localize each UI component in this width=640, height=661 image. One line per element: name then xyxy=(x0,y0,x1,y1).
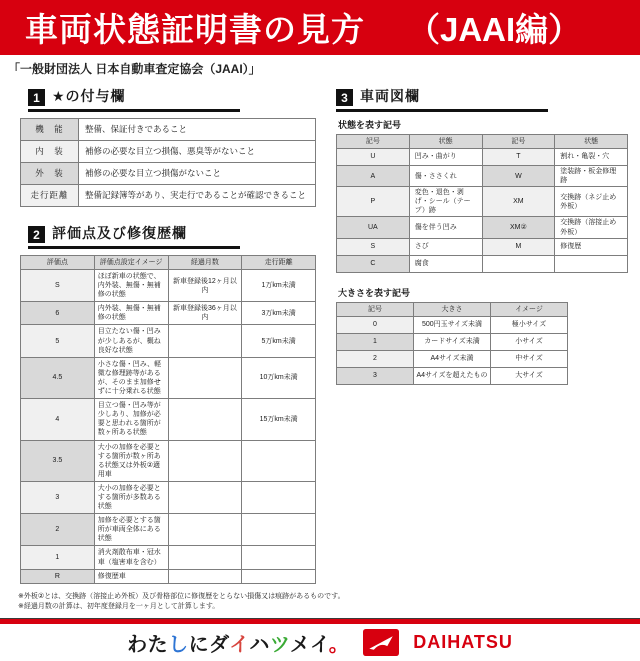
table-cell: XM② xyxy=(482,217,555,238)
column-header: 大きさ xyxy=(414,302,491,316)
table-cell: 1万km未満 xyxy=(242,270,316,302)
table-cell: XM xyxy=(482,187,555,217)
table-cell: 2 xyxy=(21,514,95,546)
slogan-char: わ xyxy=(127,633,148,656)
section-2-title: 評価点及び修復歴欄 xyxy=(52,225,187,241)
table-cell: S xyxy=(337,238,410,255)
table-cell: 凹み・曲がり xyxy=(409,149,482,166)
column-header: 状態 xyxy=(409,135,482,149)
table-cell: 加修を必要とする箇所が車両全体にある状態 xyxy=(94,514,168,546)
table-cell xyxy=(482,255,555,272)
table-cell: T xyxy=(482,149,555,166)
table-row xyxy=(21,569,316,583)
table-cell: 塗装跡・板金修理跡 xyxy=(555,166,628,187)
page-title: 車両状態証明書の見方 xyxy=(25,11,365,48)
table-cell: さび xyxy=(409,238,482,255)
table-cell xyxy=(168,357,242,398)
table-cell: 15万km未満 xyxy=(242,399,316,440)
table-cell: 補修の必要な目立つ損傷、悪臭等がないこと xyxy=(79,141,316,163)
table-cell: 大小の加修を必要とする箇所が数ヶ所ある状態又は外板②適用車 xyxy=(94,440,168,481)
table-cell: 整備、保証付きであること xyxy=(79,119,316,141)
section-1-header xyxy=(28,86,240,112)
table-cell: 目立たない傷・凹みが少しあるが、概ね良好な状態 xyxy=(94,325,168,357)
daihatsu-logo-icon xyxy=(363,629,399,656)
table-cell: 1 xyxy=(337,333,414,350)
column-header: 評価点 xyxy=(21,256,95,270)
table-cell: 小サイズ xyxy=(491,333,568,350)
table-cell xyxy=(168,399,242,440)
table-cell xyxy=(242,569,316,583)
table-cell xyxy=(168,325,242,357)
table-cell: S xyxy=(21,270,95,302)
column-header: 経過月数 xyxy=(168,256,242,270)
table-cell: 内外装、無傷・無補修の状態 xyxy=(94,302,168,325)
table-row xyxy=(337,187,628,217)
table-cell: 4.5 xyxy=(21,357,95,398)
table-row xyxy=(337,238,628,255)
table-cell: 0 xyxy=(337,316,414,333)
slogan-char: に xyxy=(188,633,210,656)
table-row xyxy=(337,333,568,350)
section-2-number-badge: 2 xyxy=(28,226,45,243)
table-row xyxy=(337,166,628,187)
state-symbol-table xyxy=(336,134,628,273)
page-title-suffix: （JAAI編） xyxy=(407,11,582,48)
org-subtitle: 「一般財団法人 日本自動車査定協会（JAAI）」 xyxy=(8,62,261,76)
column-header: 評価点設定イメージ xyxy=(94,256,168,270)
table-row xyxy=(337,217,628,238)
table-cell: 6 xyxy=(21,302,95,325)
table-row xyxy=(21,141,316,163)
footnote-1: ※外板②とは、交換跡（溶接止め外板）及び骨格部位に修復歴をとらない損傷又は痕跡があるものです。 xyxy=(18,592,345,600)
left-column xyxy=(20,80,320,584)
slogan-char: ダ xyxy=(209,633,230,656)
section-3-number-badge: 3 xyxy=(336,89,353,106)
table-cell: 外 装 xyxy=(21,163,79,185)
table-cell xyxy=(242,481,316,513)
column-header: 記号 xyxy=(337,135,410,149)
table-cell: 交換跡（溶接止め外板） xyxy=(555,217,628,238)
table-cell xyxy=(242,440,316,481)
table-cell: 補修の必要な目立つ損傷がないこと xyxy=(79,163,316,185)
table-cell: 500円玉サイズ未満 xyxy=(414,316,491,333)
table-cell: 変色・退色・剥げ・シール（テープ）跡 xyxy=(409,187,482,217)
table-cell: 極小サイズ xyxy=(491,316,568,333)
table-cell: 消火剤散布車・冠水車（塩害車を含む） xyxy=(94,546,168,569)
table-cell: 4 xyxy=(21,399,95,440)
column-header: 記号 xyxy=(482,135,555,149)
state-symbol-caption: 状態を表す記号 xyxy=(338,120,402,130)
table-cell: 走行距離 xyxy=(21,185,79,207)
table-row xyxy=(21,119,316,141)
table-cell: A4サイズを超えたもの xyxy=(414,367,491,384)
table-cell: 修復歴車 xyxy=(94,569,168,583)
slogan-char: イ xyxy=(310,633,329,656)
table-cell xyxy=(168,546,242,569)
table-row xyxy=(337,367,568,384)
table-row xyxy=(21,185,316,207)
section-3-title: 車両図欄 xyxy=(360,88,420,104)
right-column xyxy=(336,80,630,584)
column-header: 状態 xyxy=(555,135,628,149)
table-cell: 機 能 xyxy=(21,119,79,141)
daihatsu-wordmark: DAIHATSU xyxy=(413,631,513,652)
table-cell xyxy=(242,514,316,546)
table-cell: 2 xyxy=(337,350,414,367)
footnotes xyxy=(0,584,640,613)
table-cell: 中サイズ xyxy=(491,350,568,367)
table-row xyxy=(21,546,316,569)
section-1-number-badge: 1 xyxy=(28,89,45,106)
table-row xyxy=(337,149,628,166)
table-row xyxy=(21,357,316,398)
slogan-char: メ xyxy=(289,633,311,656)
table-cell: 傷を伴う凹み xyxy=(409,217,482,238)
table-cell: 10万km未満 xyxy=(242,357,316,398)
table-cell: UA xyxy=(337,217,410,238)
table-row xyxy=(337,255,628,272)
table-cell: 5万km未満 xyxy=(242,325,316,357)
table-cell: A xyxy=(337,166,410,187)
table-cell: 新車登録後12ヶ月以内 xyxy=(168,270,242,302)
table-cell xyxy=(168,569,242,583)
table-cell: A4サイズ未満 xyxy=(414,350,491,367)
table-cell: 修復歴 xyxy=(555,238,628,255)
section-2-header xyxy=(28,223,240,249)
table-cell: 腐食 xyxy=(409,255,482,272)
table-cell: 小さな傷・凹み、軽微な修理跡等があるが、そのまま加修せずに十分乗れる状態 xyxy=(94,357,168,398)
table-cell: 大サイズ xyxy=(491,367,568,384)
table-cell xyxy=(555,255,628,272)
table-cell: M xyxy=(482,238,555,255)
table-cell: 交換跡（ネジ止め外板） xyxy=(555,187,628,217)
table-row xyxy=(21,270,316,302)
table-row xyxy=(21,163,316,185)
table-cell: 3 xyxy=(21,481,95,513)
footnote-2: ※経過月数の計算は、初年度登録月を一ヶ月として計算します。 xyxy=(18,603,220,611)
table-cell xyxy=(168,514,242,546)
size-symbol-section xyxy=(336,286,630,385)
table-cell: 割れ・亀裂・穴 xyxy=(555,149,628,166)
table-row xyxy=(21,302,316,325)
page-banner xyxy=(0,0,640,55)
table-row xyxy=(337,350,568,367)
daihatsu-slogan xyxy=(127,628,349,657)
table-cell: 3.5 xyxy=(21,440,95,481)
table-cell: 3万km未満 xyxy=(242,302,316,325)
size-symbol-table xyxy=(336,302,568,385)
table-cell: U xyxy=(337,149,410,166)
column-header: 走行距離 xyxy=(242,256,316,270)
table-cell: 5 xyxy=(21,325,95,357)
table-cell: 1 xyxy=(21,546,95,569)
table-cell: C xyxy=(337,255,410,272)
content-columns xyxy=(0,77,640,584)
table-cell: 内 装 xyxy=(21,141,79,163)
table-cell xyxy=(168,440,242,481)
table-cell: R xyxy=(21,569,95,583)
slogan-char: ハ xyxy=(249,633,270,656)
table-cell: 新車登録後36ヶ月以内 xyxy=(168,302,242,325)
column-header: イメージ xyxy=(491,302,568,316)
table-row xyxy=(337,316,568,333)
table-row xyxy=(21,514,316,546)
table-cell: 整備記録簿等があり、実走行であることが確認できること xyxy=(79,185,316,207)
table-cell: ほぼ新車の状態で、内外装、無傷・無補修の状態 xyxy=(94,270,168,302)
size-symbol-caption: 大きさを表す記号 xyxy=(338,287,411,298)
slogan-char: ツ xyxy=(269,633,290,656)
column-header: 記号 xyxy=(337,302,414,316)
table-cell: 傷・ささくれ xyxy=(409,166,482,187)
table-row xyxy=(21,481,316,513)
slogan-char: し xyxy=(168,633,189,656)
table-row xyxy=(21,399,316,440)
table-cell: 大小の加修を必要とする箇所が多数ある状態 xyxy=(94,481,168,513)
table-cell: P xyxy=(337,187,410,217)
table-cell xyxy=(168,481,242,513)
section-3-header xyxy=(336,86,548,112)
table-row xyxy=(21,325,316,357)
slogan-char: イ xyxy=(229,633,250,656)
table-cell xyxy=(242,546,316,569)
rating-table xyxy=(20,255,316,584)
table-cell: 3 xyxy=(337,367,414,384)
table-cell: W xyxy=(482,166,555,187)
footer xyxy=(0,624,640,661)
table-cell: カードサイズ未満 xyxy=(414,333,491,350)
slogan-char: た xyxy=(147,633,169,656)
table-cell: 目立つ傷・凹み等が少しあり、加修が必要と思われる箇所が数ヶ所ある状態 xyxy=(94,399,168,440)
table-row xyxy=(21,440,316,481)
section-1-title: ★の付与欄 xyxy=(52,88,126,104)
star-criteria-table xyxy=(20,118,316,207)
slogan-char: 。 xyxy=(328,633,350,656)
